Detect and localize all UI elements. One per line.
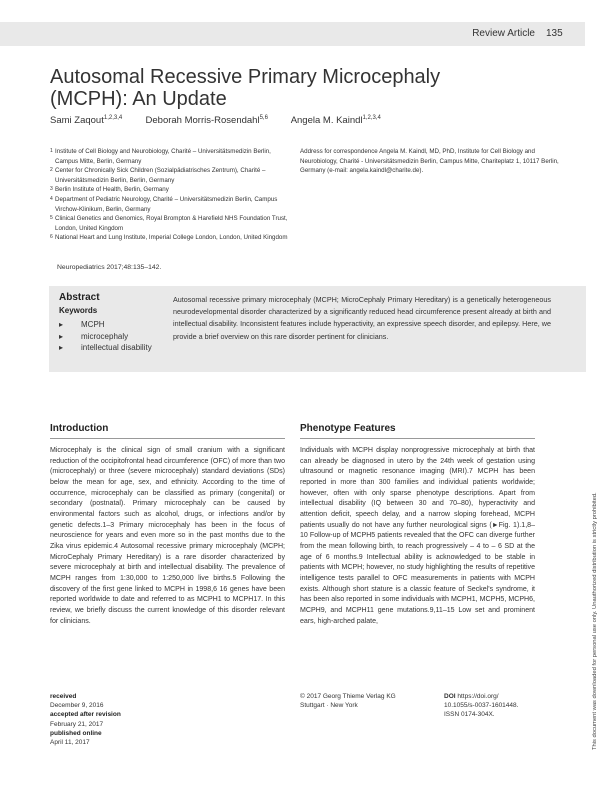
accepted-label: accepted after revision: [50, 711, 121, 719]
page-number: 135: [546, 28, 563, 39]
section-label: Review Article: [472, 28, 535, 39]
introduction-text: Microcephaly is the clinical sign of small cranium with a significant reduction of the occipitofrontal head circumference (OFC) of more than two (microcephaly) or three (severe microcephaly) standard deviations (SDs) below the mean for age, sex, and ethnicity. According to the time of occurrence, microcephaly can be classified as primary (congenital) or secondary (postnatal). Primary microcephaly can be caused by environmental factors such as alcohol, drugs, or infections and/or by genetic defects.1–3 Primary microcephaly has been in the focus of neuroscience for years and even more so in the past months due to the Zika virus epidemic.4 Autosomal recessive primary microcephaly (MCPH; MicroCephaly Primary Hereditary) is a rare disorder characterized by severe microcephaly at birth and intellectual disability. The prevalence of MCPH ranges from 1:30,000 to 1:250,000 live births.5 Following the discovery of the first gene linked to MCPH in 1998,6 16 genes have been reported worldwide to date and referred to as MCPH1 to MCPH17. In this review, we briefly discuss the current knowledge of this disorder relevant for clinicians.: [50, 447, 285, 625]
column-divider: [50, 438, 285, 439]
keywords-heading: Keywords: [59, 306, 98, 315]
author-name: Deborah Morris-Rosendahl: [145, 115, 260, 127]
affiliation-text: Institute of Cell Biology and Neurobiology, Charité – Universitätsmedizin Berlin, Campus Mitte, Berlin, Germany: [55, 148, 271, 165]
keyword-item: ▸ microcephaly: [59, 331, 152, 343]
phenotype-heading: Phenotype Features: [300, 423, 396, 434]
received-label: received: [50, 693, 77, 700]
article-title: Autosomal Recessive Primary Microcephaly (MCPH): An Update: [50, 66, 441, 110]
author-name: Angela M. Kaindl: [290, 115, 363, 127]
author-name: Sami Zaqout: [50, 115, 104, 127]
doi-info: [444, 692, 518, 720]
affiliation-number: 1: [50, 148, 53, 154]
accepted-date: February 21, 2017: [50, 720, 104, 728]
introduction-heading: Introduction: [50, 423, 109, 434]
affiliation-text: Clinical Genetics and Genomics, Royal Brompton & Harefield NHS Foundation Trust, London, United Kingdom: [55, 215, 288, 232]
affiliation-list: [50, 147, 295, 243]
keyword-item: ▸ intellectual disability: [59, 342, 152, 354]
keyword-list: [59, 319, 152, 354]
affiliation-number: 3: [50, 186, 53, 193]
published-date: April 11, 2017: [50, 739, 90, 747]
affiliation-number: 6: [50, 234, 53, 241]
phenotype-text: Individuals with MCPH display nonprogressive microcephaly at birth that can already be diagnosed in utero by the 24th week of gestation using ultrasound or magnetic resonance imaging (MRI).7 MCPH has been reported in more than 300 families and individual patients worldwide; however, often with only sparse phenotype descriptions. Apart from intellectual disability (IQ between 30 and 70–80), hyperactivity and attention deficit, speech delay, and a narrow sloping forehead, MCPH patients usually do not have any further neurological signs (►Fig. 1).1,8–10 Follow-up of MCPH5 patients revealed that the OFC can diverge further from the mean following birth, to reach progressively – 4 to – 6 SD at the age of 6 months.9 Intellectual ability is acknowledged to be stable in patients with MCPH; however, no study highlighting the results of repetitive intelligence tests parallel to OFC measurements in patients with MCPH exists. Although short stature is a classic feature of Seckel's syndrome, it has been also reported in some individuals with MCPH1, MCPH5, MCPH6, MCPH9, and MCPH11 gene mutations.9,11–15 Low set and prominent ears, high-arched palate,: [300, 447, 535, 625]
affiliation: [50, 195, 295, 214]
correspondence-address: Address for correspondence Angela M. Kaindl, MD, PhD, Institute for Cell Biology and Neurobiology, Charité - Universitätsmedizin Berlin, Campus Mitte, Chariteplatz 1, 10117 Berlin, Germany (e-mail: angela.kaindl@charite.de).: [300, 148, 559, 175]
affiliation-text: Berlin Institute of Health, Berlin, Germany: [55, 186, 169, 194]
publisher-location: Stuttgart · New York: [300, 702, 358, 710]
keyword-item: ▸ MCPH: [59, 319, 152, 331]
copyright: © 2017 Georg Thieme Verlag KG: [300, 693, 396, 700]
affiliation-text: Center for Chronically Sick Children (Sozialpädiatrisches Zentrum), Charité – Universitätsmedizin Berlin, Berlin, Germany: [55, 167, 266, 184]
download-watermark: This document was downloaded for personal use only. Unauthorized distribution is strictly prohibited.: [592, 492, 598, 750]
publisher-info: [300, 692, 396, 710]
author-affiliation-numbers: 5,6: [259, 115, 268, 121]
journal-citation: Neuropediatrics 2017;48:135–142.: [57, 264, 162, 271]
doi-id: 10.1055/s-0037-1601448.: [444, 702, 519, 710]
affiliation-number: 2: [50, 167, 53, 174]
affiliation-number: 4: [50, 195, 53, 202]
affiliation-text: National Heart and Lung Institute, Imperial College London, London, United Kingdom: [55, 234, 288, 242]
affiliation: [50, 166, 295, 185]
abstract-text: Autosomal recessive primary microcephaly (MCPH; MicroCephaly Primary Hereditary) is a genetically heterogeneous neurodevelopmental disorder characterized by a significantly reduced head circumference present already at birth and intellectual disability. Inconsistent features include hyperactivity, an expressive speech disorder, and epilepsy. Here, we provide a brief overview on this rare disorder pertinent for clinicians.: [173, 295, 551, 341]
affiliation: [50, 233, 295, 243]
affiliation-text: Department of Pediatric Neurology, Charité – Universitätsmedizin Berlin, Campus Virchow-Klinikum, Berlin, Germany: [55, 195, 278, 213]
author-list: [50, 115, 381, 126]
author-affiliation-numbers: 1,2,3,4: [362, 115, 381, 121]
published-label: published online: [50, 729, 102, 737]
affiliation: [50, 214, 295, 233]
doi-link[interactable]: https://doi.org/: [457, 693, 499, 700]
received-date: December 9, 2016: [50, 702, 104, 710]
issn: ISSN 0174-304X.: [444, 711, 495, 719]
abstract-heading: Abstract: [59, 292, 100, 303]
doi-label: DOI: [444, 693, 456, 700]
author-affiliation-numbers: 1,2,3,4: [103, 115, 123, 121]
affiliation: [50, 185, 295, 195]
article-history: [50, 692, 121, 747]
column-divider: [300, 438, 535, 439]
affiliation: [50, 147, 295, 166]
affiliation-number: 5: [50, 215, 53, 222]
